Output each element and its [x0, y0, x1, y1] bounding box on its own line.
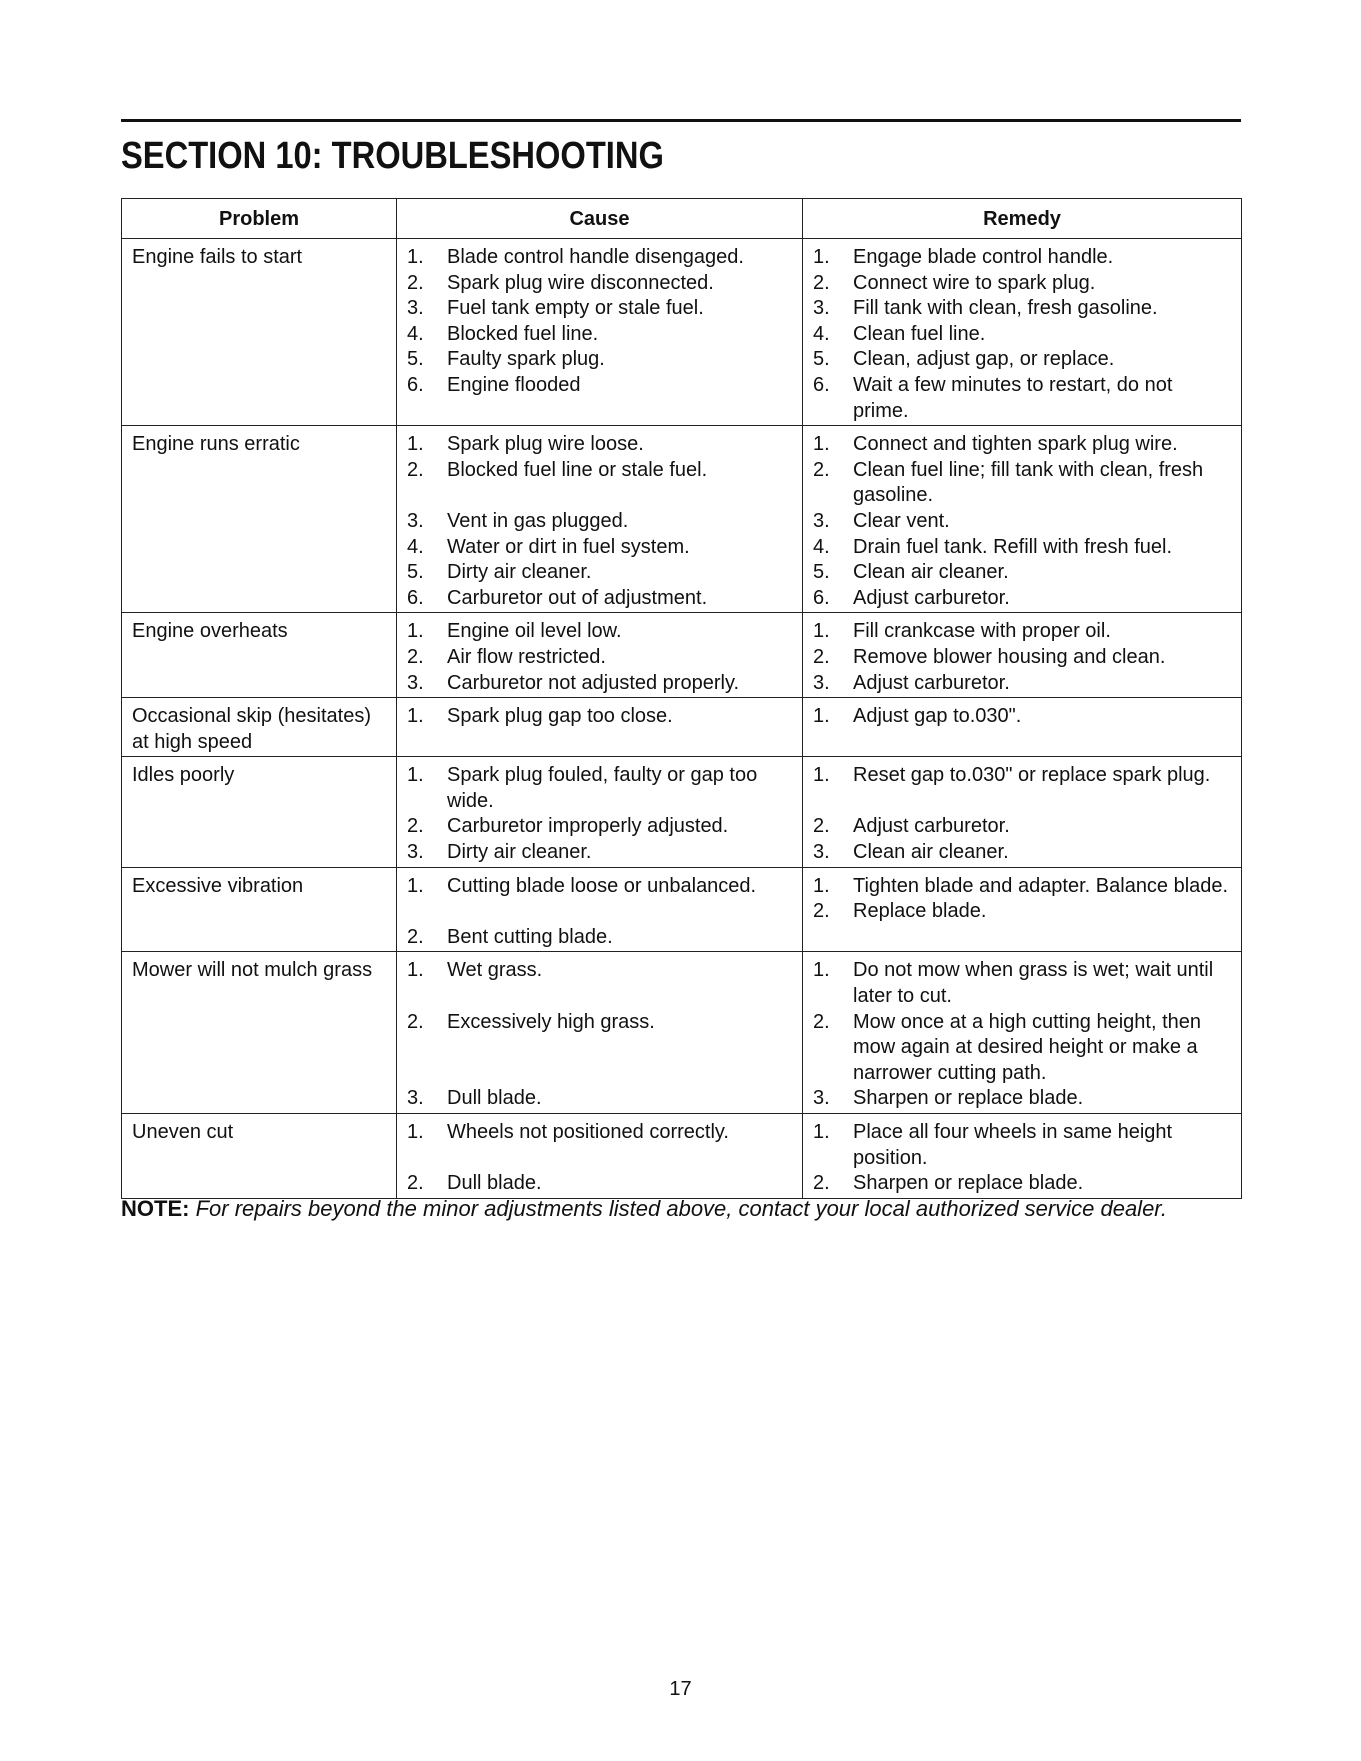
remedy-item: [813, 509, 1233, 535]
item-text: Vent in gas plugged.: [447, 509, 629, 532]
remedy-cell: [803, 239, 1242, 426]
item-text: Dirty air cleaner.: [447, 841, 592, 864]
item-number: 3.: [813, 671, 830, 694]
item-number: 2.: [407, 271, 424, 294]
cause-item: [407, 1010, 794, 1036]
item-text: Spark plug wire disconnected.: [447, 271, 714, 294]
item-number: 1.: [407, 959, 424, 982]
item-number: 1.: [813, 620, 830, 643]
remedy-item: [813, 245, 1233, 271]
cause-item: [407, 432, 794, 458]
remedy-item: [813, 296, 1233, 322]
cause-item: [407, 586, 794, 612]
cause-cell: [397, 1114, 803, 1199]
remedy-item: [813, 271, 1233, 297]
line-spacer: [813, 789, 1233, 815]
item-number: 3.: [407, 671, 424, 694]
item-text: Fill tank with clean, fresh gasoline.: [853, 297, 1158, 320]
item-number: 3.: [813, 509, 830, 532]
problem-cell: Occasional skip (hesitates) at high speed: [122, 698, 397, 757]
table-row: [122, 426, 1242, 613]
cause-item: [407, 322, 794, 348]
cause-item: [407, 671, 794, 697]
item-text: Connect and tighten spark plug wire.: [853, 433, 1178, 456]
item-number: 1.: [407, 1121, 424, 1143]
item-number: 1.: [813, 959, 830, 982]
problem-cell: Mower will not mulch grass: [122, 952, 397, 1114]
item-number: 4.: [407, 535, 424, 558]
cause-item: [407, 1086, 794, 1112]
cause-cell: [397, 239, 803, 426]
top-rule: [121, 119, 1241, 122]
item-number: 2.: [813, 458, 830, 481]
header-cause: Cause: [397, 199, 803, 239]
cause-cell: [397, 698, 803, 757]
item-number: 5.: [407, 561, 424, 584]
cause-item: [407, 763, 794, 814]
table-row: [122, 239, 1242, 426]
item-text: Sharpen or replace blade.: [853, 1087, 1084, 1110]
section-title: SECTION 10: TROUBLESHOOTING: [121, 135, 664, 177]
item-text: Blocked fuel line.: [447, 322, 599, 345]
cause-cell: [397, 952, 803, 1114]
item-number: 2.: [813, 815, 830, 838]
remedy-item: [813, 1010, 1233, 1087]
remedy-cell: [803, 867, 1242, 952]
item-text: Dull blade.: [447, 1087, 542, 1110]
item-number: 3.: [813, 1087, 830, 1110]
note-text: For repairs beyond the minor adjustments listed above, contact your local authorized service dealer.: [195, 1196, 1167, 1221]
item-number: 2.: [813, 1172, 830, 1195]
remedy-item: [813, 432, 1233, 458]
item-text: Engage blade control handle.: [853, 246, 1114, 268]
item-text: Clean fuel line; fill tank with clean, fresh gasoline.: [853, 458, 1204, 507]
remedy-cell: [803, 952, 1242, 1114]
item-text: Wet grass.: [447, 959, 543, 982]
remedy-item: [813, 535, 1233, 561]
item-number: 2.: [813, 271, 830, 294]
remedy-cell: [803, 613, 1242, 698]
problem-cell: Engine fails to start: [122, 239, 397, 426]
cause-item: [407, 373, 794, 399]
item-text: Carburetor not adjusted properly.: [447, 671, 740, 694]
item-number: 2.: [407, 925, 424, 948]
item-number: 4.: [813, 535, 830, 558]
line-spacer: [407, 1035, 794, 1061]
problem-cell: Engine overheats: [122, 613, 397, 698]
item-text: Wheels not positioned correctly.: [447, 1121, 729, 1143]
item-number: 1.: [813, 246, 830, 268]
item-number: 3.: [407, 509, 424, 532]
item-number: 1.: [407, 705, 424, 728]
cause-item: [407, 271, 794, 297]
item-number: 4.: [813, 322, 830, 345]
item-text: Tighten blade and adapter. Balance blade.: [853, 874, 1229, 897]
cause-item: [407, 704, 794, 730]
remedy-item: [813, 840, 1233, 866]
item-text: Do not mow when grass is wet; wait until later to cut.: [853, 959, 1214, 1008]
item-number: 1.: [407, 874, 424, 897]
remedy-item: [813, 322, 1233, 348]
item-number: 1.: [813, 433, 830, 456]
item-number: 6.: [407, 586, 424, 609]
cause-item: [407, 245, 794, 271]
item-number: 1.: [407, 433, 424, 456]
item-number: 1.: [813, 1121, 830, 1143]
problem-cell: Engine runs erratic: [122, 426, 397, 613]
cause-item: [407, 925, 794, 951]
cause-item: [407, 535, 794, 561]
table-header-row: [122, 199, 1242, 239]
item-number: 5.: [813, 348, 830, 371]
cause-item: [407, 458, 794, 484]
remedy-item: [813, 814, 1233, 840]
item-number: 6.: [813, 586, 830, 609]
line-spacer: [407, 483, 794, 509]
problem-cell: Excessive vibration: [122, 867, 397, 952]
item-text: Clean air cleaner.: [853, 841, 1009, 864]
cause-item: [407, 1120, 794, 1146]
header-remedy: Remedy: [803, 199, 1242, 239]
remedy-item: [813, 899, 1233, 925]
table-row: [122, 757, 1242, 867]
item-text: Air flow restricted.: [447, 645, 606, 668]
remedy-item: [813, 763, 1233, 789]
item-text: Carburetor out of adjustment.: [447, 586, 708, 609]
troubleshooting-table: [121, 198, 1242, 1199]
remedy-item: [813, 560, 1233, 586]
item-text: Adjust gap to.030".: [853, 705, 1022, 728]
item-text: Reset gap to.030" or replace spark plug.: [853, 764, 1211, 787]
cause-item: [407, 347, 794, 373]
cause-item: [407, 958, 794, 984]
cause-cell: [397, 426, 803, 613]
item-text: Engine oil level low.: [447, 620, 622, 643]
remedy-cell: [803, 757, 1242, 867]
item-number: 1.: [407, 764, 424, 787]
item-number: 1.: [407, 246, 424, 268]
remedy-item: [813, 347, 1233, 373]
item-number: 4.: [407, 322, 424, 345]
problem-cell: Idles poorly: [122, 757, 397, 867]
item-text: Spark plug wire loose.: [447, 433, 644, 456]
item-number: 1.: [407, 620, 424, 643]
cause-cell: [397, 867, 803, 952]
remedy-item: [813, 1171, 1233, 1197]
line-spacer: [407, 1061, 794, 1087]
note: [121, 1194, 1241, 1224]
item-number: 2.: [813, 645, 830, 668]
table-row: [122, 698, 1242, 757]
table-row: [122, 867, 1242, 952]
remedy-item: [813, 586, 1233, 612]
item-number: 3.: [813, 841, 830, 864]
item-text: Connect wire to spark plug.: [853, 271, 1096, 294]
remedy-item: [813, 874, 1233, 900]
remedy-cell: [803, 698, 1242, 757]
table-row: [122, 952, 1242, 1114]
remedy-cell: [803, 426, 1242, 613]
page-number: 17: [669, 1678, 692, 1700]
remedy-item: [813, 704, 1233, 730]
table-body: [122, 239, 1242, 1199]
table-row: [122, 613, 1242, 698]
problem-cell: Uneven cut: [122, 1114, 397, 1199]
item-text: Spark plug fouled, faulty or gap too wide.: [447, 764, 758, 812]
item-text: Replace blade.: [853, 900, 987, 923]
item-number: 3.: [407, 297, 424, 320]
item-number: 3.: [813, 297, 830, 320]
item-number: 1.: [813, 874, 830, 897]
item-text: Clean, adjust gap, or replace.: [853, 348, 1115, 371]
item-text: Faulty spark plug.: [447, 348, 605, 371]
item-text: Sharpen or replace blade.: [853, 1172, 1084, 1195]
cause-item: [407, 1171, 794, 1197]
line-spacer: [407, 984, 794, 1010]
item-text: Dull blade.: [447, 1172, 542, 1195]
item-text: Bent cutting blade.: [447, 925, 613, 948]
item-number: 6.: [813, 373, 830, 396]
item-text: Water or dirt in fuel system.: [447, 535, 690, 558]
item-number: 2.: [407, 1172, 424, 1195]
item-number: 2.: [813, 900, 830, 923]
item-text: Clean air cleaner.: [853, 561, 1009, 584]
item-text: Clear vent.: [853, 509, 950, 532]
cause-item: [407, 645, 794, 671]
cause-item: [407, 296, 794, 322]
cause-item: [407, 509, 794, 535]
remedy-item: [813, 458, 1233, 509]
item-text: Fuel tank empty or stale fuel.: [447, 297, 704, 320]
cause-item: [407, 840, 794, 866]
item-text: Remove blower housing and clean.: [853, 645, 1166, 668]
remedy-item: [813, 671, 1233, 697]
line-spacer: [407, 899, 794, 925]
remedy-cell: [803, 1114, 1242, 1199]
note-label: NOTE:: [121, 1196, 190, 1221]
remedy-item: [813, 373, 1233, 424]
item-text: Fill crankcase with proper oil.: [853, 620, 1111, 643]
cause-item: [407, 560, 794, 586]
item-text: Dirty air cleaner.: [447, 561, 592, 584]
remedy-item: [813, 645, 1233, 671]
item-number: 2.: [407, 458, 424, 481]
item-text: Mow once at a high cutting height, then mow again at desired height or make a narrower cutting path.: [853, 1010, 1202, 1084]
cause-item: [407, 619, 794, 645]
item-number: 1.: [813, 705, 830, 728]
remedy-item: [813, 1120, 1233, 1171]
item-number: 2.: [407, 1010, 424, 1033]
item-text: Spark plug gap too close.: [447, 705, 673, 728]
item-text: Clean fuel line.: [853, 322, 986, 345]
item-text: Wait a few minutes to restart, do not prime.: [853, 373, 1173, 422]
item-number: 5.: [407, 348, 424, 371]
item-number: 1.: [813, 764, 830, 787]
item-number: 2.: [813, 1010, 830, 1033]
item-number: 5.: [813, 561, 830, 584]
item-text: Cutting blade loose or unbalanced.: [447, 874, 757, 897]
item-number: 6.: [407, 373, 424, 396]
remedy-item: [813, 1086, 1233, 1112]
item-number: 3.: [407, 841, 424, 864]
item-number: 2.: [407, 645, 424, 668]
item-text: Place all four wheels in same height position.: [853, 1121, 1173, 1169]
line-spacer: [407, 1146, 794, 1172]
header-problem: Problem: [122, 199, 397, 239]
table-row: [122, 1114, 1242, 1199]
item-text: Adjust carburetor.: [853, 671, 1010, 694]
item-text: Adjust carburetor.: [853, 815, 1010, 838]
item-text: Engine flooded: [447, 373, 581, 396]
item-text: Blocked fuel line or stale fuel.: [447, 458, 708, 481]
item-text: Blade control handle disengaged.: [447, 246, 744, 268]
remedy-item: [813, 958, 1233, 1009]
item-number: 3.: [407, 1087, 424, 1110]
cause-cell: [397, 613, 803, 698]
item-text: Carburetor improperly adjusted.: [447, 815, 729, 838]
item-text: Adjust carburetor.: [853, 586, 1010, 609]
item-text: Drain fuel tank. Refill with fresh fuel.: [853, 535, 1173, 558]
cause-cell: [397, 757, 803, 867]
item-number: 2.: [407, 815, 424, 838]
cause-item: [407, 874, 794, 900]
remedy-item: [813, 619, 1233, 645]
item-text: Excessively high grass.: [447, 1010, 655, 1033]
cause-item: [407, 814, 794, 840]
